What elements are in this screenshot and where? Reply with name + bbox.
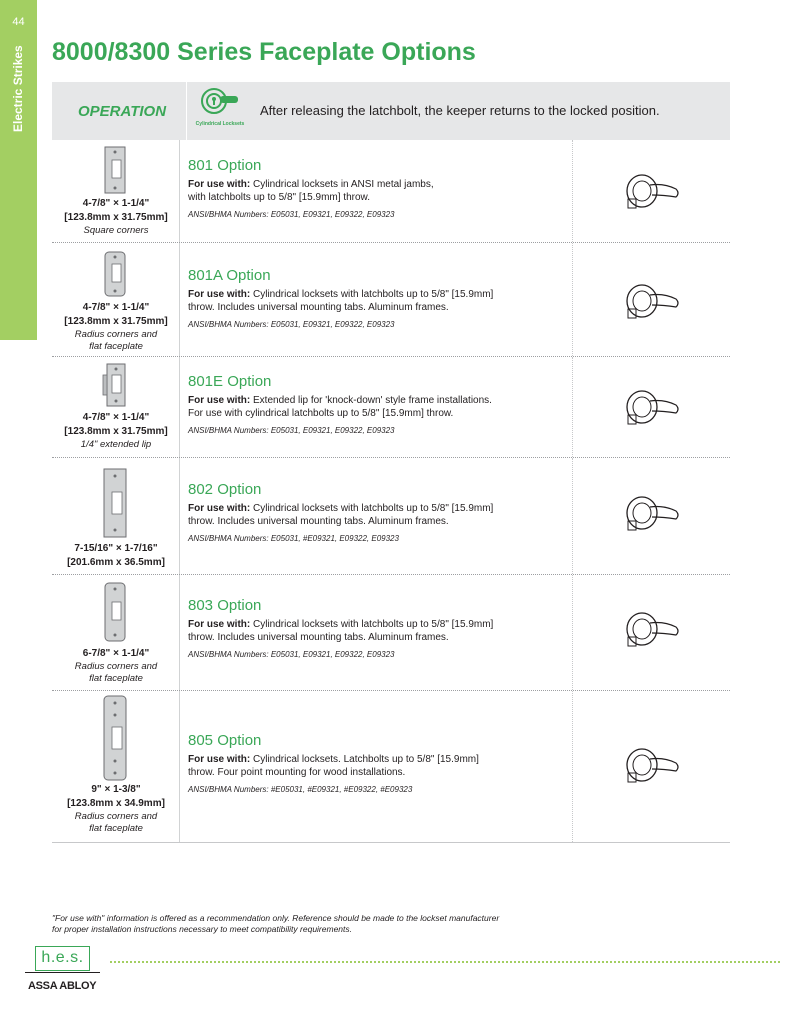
ansi-values: E05031, E09321, E09322, E09323 [270,650,395,659]
use-text [188,753,568,779]
use-text [188,618,568,644]
plate-note: flat faceplate [89,823,143,834]
option-row [52,691,730,843]
section-label: Electric Strikes [11,45,25,132]
lockset-illustration [624,745,682,785]
use-line: Cylindrical locksets with latchbolts up to 5/8" [15.9mm] [250,289,494,300]
use-label: For use with: [188,619,251,630]
divider [186,82,187,140]
use-line: throw. Includes universal mounting tabs. Aluminum frames. [188,302,449,313]
plate-note: Radius corners and [74,661,158,672]
dimension-mm: [123.8mm x 31.75mm] [64,316,168,327]
ansi-label: ANSI/BHMA Numbers: [188,785,269,794]
use-line: For use with cylindrical latchbolts up to 5/8" [15.9mm] throw. [188,408,454,419]
options-table [52,140,730,843]
option-content [188,372,568,435]
option-title: 801E Option [188,373,272,390]
use-text [188,178,568,204]
use-label: For use with: [188,179,251,190]
option-row [52,575,730,691]
option-content [188,731,568,794]
lockset-illustration [624,609,682,649]
faceplate-drawing [104,582,126,642]
ansi-label: ANSI/BHMA Numbers: [188,210,269,219]
icon-caption: Cylindrical Locksets [195,121,245,127]
use-line: Cylindrical locksets. Latchbolts up to 5/8" [15.9mm] [250,754,479,765]
faceplate-cell [52,691,180,842]
lockset-illustration [624,281,682,321]
lockset-illustration [624,387,682,427]
footnote-line: for proper installation instructions necessary to meet compatibility requirements. [52,924,352,934]
divider [572,140,573,242]
use-label: For use with: [188,754,251,765]
option-row [52,243,730,357]
ansi-values: E05031, E09321, E09322, E09323 [270,426,395,435]
ansi-values: E05031, E09321, E09322, E09323 [270,210,395,219]
option-content [188,156,568,219]
ansi-numbers [188,426,568,435]
faceplate-cell [52,458,180,574]
page-number: 44 [12,16,25,28]
use-line: throw. Includes universal mounting tabs. Aluminum frames. [188,632,449,643]
plate-note: Radius corners and [74,329,158,340]
faceplate-drawing [104,146,126,194]
plate-note: 1/4" extended lip [80,439,152,450]
ansi-values: E05031, #E09321, E09322, E09323 [270,534,399,543]
dotted-rule [110,961,780,963]
dimensions [52,301,180,353]
ansi-values: E05031, E09321, E09322, E09323 [270,320,395,329]
use-label: For use with: [188,395,251,406]
dimension-inches: 7-15/16" × 1-7/16" [74,543,158,554]
dimension-inches: 6-7/8" × 1-1/4" [82,648,150,659]
ansi-label: ANSI/BHMA Numbers: [188,426,269,435]
option-title: 805 Option [188,732,262,749]
footnote [52,913,532,935]
option-content [188,266,568,329]
faceplate-drawing [103,468,127,538]
option-title: 801A Option [188,267,271,284]
divider [25,972,100,973]
divider [572,357,573,457]
faceplate-cell [52,140,180,242]
ansi-numbers [188,534,568,543]
divider [572,575,573,690]
use-line: Extended lip for 'knock-down' style frame installations. [250,395,492,406]
ansi-numbers [188,650,568,659]
faceplate-drawing [103,695,127,781]
dimension-inches: 4-7/8" × 1-1/4" [82,198,150,209]
faceplate-cell [52,243,180,356]
use-text [188,288,568,314]
dimensions [52,197,180,237]
use-text [188,502,568,528]
use-line: Cylindrical locksets with latchbolts up to 5/8" [15.9mm] [250,619,494,630]
option-title: 801 Option [188,157,262,174]
use-line: Cylindrical locksets in ANSI metal jambs, [250,179,434,190]
faceplate-cell [52,357,180,457]
ansi-numbers [188,320,568,329]
dimension-mm: [201.6mm x 36.5mm] [67,557,165,568]
use-text [188,394,568,420]
faceplate-drawing [104,251,126,297]
ansi-label: ANSI/BHMA Numbers: [188,534,269,543]
hes-logo [35,946,90,971]
use-line: throw. Four point mounting for wood installations. [188,767,406,778]
dimensions [52,783,180,835]
option-row [52,357,730,458]
hes-logo-text: h.e.s. [41,949,84,966]
divider [572,458,573,574]
divider [572,691,573,842]
faceplate-cell [52,575,180,690]
dimension-inches: 9" × 1-3/8" [91,784,141,795]
divider [572,243,573,356]
use-line: with latchbolts up to 5/8" [15.9mm] throw. [188,192,370,203]
cylindrical-lockset-icon [200,86,240,116]
use-label: For use with: [188,503,251,514]
dimensions [52,542,180,570]
plate-note: Radius corners and [74,811,158,822]
dimension-mm: [123.8mm x 34.9mm] [67,798,165,809]
footnote-line: "For use with" information is offered as a recommendation only. Reference should be made to the lockset manufacturer [52,913,500,923]
lockset-illustration [624,171,682,211]
plate-note: Square corners [83,225,149,236]
operation-description: After releasing the latchbolt, the keeper returns to the locked position. [260,103,660,118]
use-line: throw. Includes universal mounting tabs. Aluminum frames. [188,516,449,527]
use-line: Cylindrical locksets with latchbolts up to 5/8" [15.9mm] [250,503,494,514]
ansi-numbers [188,210,568,219]
assa-abloy-logo: ASSA ABLOY [28,980,97,992]
use-label: For use with: [188,289,251,300]
ansi-numbers [188,785,568,794]
dimension-inches: 4-7/8" × 1-1/4" [82,302,150,313]
dimensions [52,647,180,685]
faceplate-drawing [102,363,128,407]
dimension-mm: [123.8mm x 31.75mm] [64,212,168,223]
plate-note: flat faceplate [89,673,143,684]
ansi-values: #E05031, #E09321, #E09322, #E09323 [270,785,413,794]
ansi-label: ANSI/BHMA Numbers: [188,320,269,329]
operation-label: OPERATION [78,103,167,120]
option-content [188,596,568,659]
page-title: 8000/8300 Series Faceplate Options [52,38,476,66]
lockset-illustration [624,493,682,533]
option-title: 803 Option [188,597,262,614]
option-title: 802 Option [188,481,262,498]
dimension-mm: [123.8mm x 31.75mm] [64,426,168,437]
option-content [188,480,568,543]
option-row [52,140,730,243]
operation-bar [52,82,730,140]
dimensions [52,411,180,451]
dimension-inches: 4-7/8" × 1-1/4" [82,412,150,423]
option-row [52,458,730,575]
plate-note: flat faceplate [89,341,143,352]
ansi-label: ANSI/BHMA Numbers: [188,650,269,659]
